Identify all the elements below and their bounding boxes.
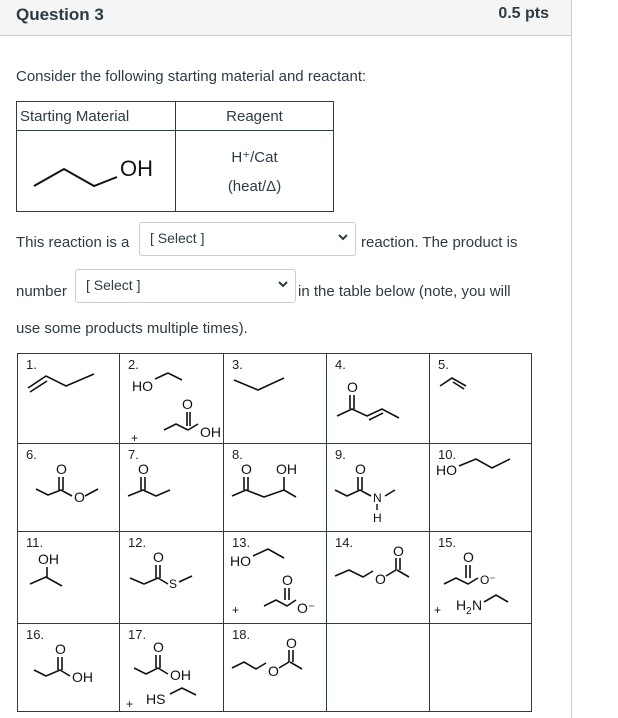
product-number: 4. — [335, 357, 346, 372]
product-number: 6. — [26, 447, 37, 462]
svg-text:O⁻: O⁻ — [297, 600, 316, 616]
product-cell-6 — [18, 444, 120, 532]
product-number: 11. — [26, 535, 44, 550]
svg-text:O: O — [74, 489, 85, 505]
svg-text:OH: OH — [72, 669, 93, 685]
product-number: 1. — [26, 357, 37, 372]
conditions-table — [16, 101, 334, 212]
methanol-acetic-acid — [120, 354, 223, 444]
sentence-part1: This reaction is a — [16, 234, 130, 251]
svg-text:+: + — [126, 697, 134, 711]
product-cell-18 — [224, 624, 327, 712]
svg-text:O: O — [347, 379, 358, 395]
empty-cell — [430, 624, 532, 712]
product-cell-12 — [120, 532, 224, 624]
hydroxy-ketone-molecule — [224, 444, 326, 532]
carboxylate-amine — [430, 532, 531, 624]
empty-cell — [327, 624, 430, 712]
reagent-header: Reagent — [176, 102, 334, 131]
svg-text:O: O — [355, 461, 366, 477]
svg-text:HO: HO — [230, 553, 251, 569]
question-header — [0, 0, 571, 36]
hydroxyl-label: OH — [120, 156, 153, 181]
product-number: 12. — [128, 535, 147, 550]
product-cell-15 — [430, 532, 532, 624]
product-number-select[interactable] — [75, 269, 296, 303]
product-number: 15. — [438, 535, 457, 550]
svg-text:O: O — [463, 549, 474, 565]
product-cell-9 — [327, 444, 430, 532]
svg-text:HS: HS — [146, 691, 166, 707]
svg-text:S: S — [169, 577, 178, 591]
product-cell-3 — [224, 354, 327, 444]
propanol-molecule — [430, 444, 531, 532]
svg-text:O: O — [55, 641, 66, 657]
propane-molecule — [224, 354, 326, 444]
product-number: 13. — [232, 535, 251, 550]
sentence-part4: in the table below (note, you will — [298, 283, 511, 300]
svg-text:2: 2 — [466, 606, 472, 617]
enone-molecule — [327, 354, 429, 444]
product-cell-16 — [18, 624, 120, 712]
propyl-acetate — [327, 532, 429, 624]
svg-text:H: H — [373, 511, 382, 525]
product-number: 18. — [232, 627, 251, 642]
svg-text:O: O — [286, 635, 297, 651]
svg-text:HO: HO — [132, 378, 153, 394]
svg-text:OH: OH — [200, 424, 221, 440]
product-number: 3. — [232, 357, 243, 372]
propanol-molecule — [17, 131, 172, 207]
svg-text:O: O — [153, 549, 164, 565]
propene-molecule — [18, 354, 119, 444]
product-number: 9. — [335, 447, 346, 462]
chevron-down-icon — [337, 231, 349, 243]
svg-text:O: O — [375, 571, 386, 587]
question-points: 0.5 pts — [498, 5, 549, 22]
ethylene-molecule — [430, 354, 531, 444]
svg-text:OH: OH — [38, 551, 59, 567]
svg-text:O: O — [241, 461, 252, 477]
product-number: 2. — [128, 357, 139, 372]
product-cell-5 — [430, 354, 532, 444]
svg-text:O: O — [153, 639, 164, 655]
svg-text:O: O — [282, 572, 293, 588]
chevron-down-icon — [277, 278, 289, 290]
product-cell-1 — [18, 354, 120, 444]
svg-text:O: O — [138, 461, 149, 477]
svg-text:N: N — [373, 491, 382, 505]
acid-thiol — [120, 624, 223, 712]
product-number: 14. — [335, 535, 354, 550]
product-cell-14 — [327, 532, 430, 624]
product-cell-17 — [120, 624, 224, 712]
product-cell-2 — [120, 354, 224, 444]
starting-material-structure — [17, 131, 176, 212]
sentence-part3: number — [16, 283, 67, 300]
svg-text:N: N — [472, 597, 483, 613]
product-number: 7. — [128, 447, 139, 462]
question-title: Question 3 — [16, 5, 104, 24]
svg-text:HO: HO — [436, 462, 457, 478]
svg-text:+: + — [434, 603, 442, 617]
ethanol-acetate — [224, 532, 326, 624]
product-number-value: [ Select ] — [86, 277, 141, 293]
isopropanol-molecule — [18, 532, 119, 624]
thioester-molecule — [120, 532, 223, 624]
ester-molecule — [18, 444, 119, 532]
svg-text:+: + — [232, 603, 240, 617]
svg-text:+: + — [131, 431, 139, 444]
amide-molecule — [327, 444, 429, 532]
svg-text:O: O — [56, 461, 67, 477]
product-number: 8. — [232, 447, 243, 462]
product-cell-4 — [327, 354, 430, 444]
product-number: 17. — [128, 627, 147, 642]
propyl-acetate-2 — [224, 624, 326, 712]
svg-text:O⁻: O⁻ — [480, 573, 496, 587]
reagent-heat: (heat/Δ) — [227, 178, 282, 195]
product-number: 10. — [438, 447, 457, 462]
sentence-part2: reaction. The product is — [361, 234, 518, 251]
products-table — [17, 353, 532, 712]
question-prompt: Consider the following starting material and reactant: — [16, 68, 367, 85]
product-number: 16. — [26, 627, 45, 642]
product-cell-11 — [18, 532, 120, 624]
product-number: 5. — [438, 357, 449, 372]
svg-text:O: O — [268, 663, 279, 679]
reagent-acid: H⁺/Cat — [231, 149, 278, 166]
reaction-type-select[interactable] — [139, 222, 356, 256]
ketone-molecule — [120, 444, 223, 532]
reagent-cell — [176, 131, 334, 212]
product-cell-10 — [430, 444, 532, 532]
propanoic-acid — [18, 624, 119, 712]
svg-text:H: H — [456, 597, 467, 613]
product-cell-13 — [224, 532, 327, 624]
svg-text:O: O — [393, 543, 404, 559]
product-cell-7 — [120, 444, 224, 532]
svg-text:OH: OH — [170, 667, 191, 683]
divider — [571, 0, 572, 718]
starting-material-header: Starting Material — [17, 102, 176, 131]
svg-text:OH: OH — [276, 461, 297, 477]
svg-text:O: O — [182, 396, 193, 412]
product-cell-8 — [224, 444, 327, 532]
sentence-part5: use some products multiple times). — [16, 320, 248, 337]
reaction-type-value: [ Select ] — [150, 230, 205, 246]
